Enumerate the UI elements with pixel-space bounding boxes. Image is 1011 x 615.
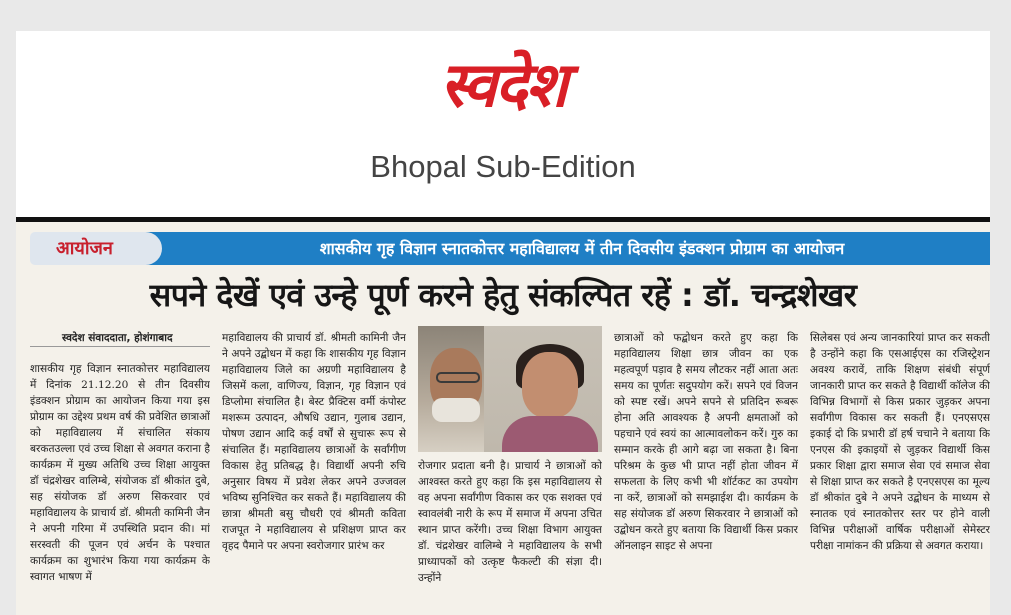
kicker-text: शासकीय गृह विज्ञान स्नातकोत्तर महाविद्यालय में तीन दिवसीय इंडक्शन प्रोग्राम का आयोजन [319,239,845,258]
kicker-tag: आयोजन [30,232,162,265]
article-column-4 [614,330,798,615]
photo-caption-gap [418,452,602,458]
page-card [16,31,990,615]
masthead [16,31,990,219]
face-mask-shape [432,398,480,422]
edition-title: Bhopal Sub-Edition [370,149,636,184]
woman-saree-shape [502,416,598,452]
column-text-4: छात्राओं को फद्बोधन करते हुए कहा कि महाविद्यालय शिक्षा छात्र जीवन का एक महत्वपूर्ण पड़ाव है समय लौटकर नहीं आता अतः समय का पूर्णतः सदुपयोग करें। सपने एवं विजन को स्पष्ट रखें। अपने सपने से प्रतिदिन रूबरू होना अति आवश्यक है अपनी क्षमताओं को पहचाने एवं स्वयं का आत्मावलोकन करें। गुरु का सम्मान करके ही आगे बढ़ा जा सकता है। बिना परिश्रम के कुछ भी प्राप्त नहीं होता जीवन में सफलता के लिए कभी भी शॉर्टकट का उपयोग ना करें, छात्राओं को समझाईश दी। कार्यक्रम के सह संयोजक डॉ अरुण सिकरवार ने छात्राओं को उद्बोधन करते हुए बताया कि विद्यार्थी किस प्रकार ऑनलाइन साइट से अपना [614,332,798,552]
article-column-1 [30,330,210,615]
article-column-5 [810,330,990,615]
column-text-2: महाविद्यालय की प्राचार्य डॉ. श्रीमती कामिनी जैन ने अपने उद्बोधन में कहा कि शासकीय गृह विज्ञान महाविद्यालय जिले का अग्रणी महाविद्यालय है जिसमें कला, वाणिज्य, विज्ञान, गृह विज्ञान एवं डिप्लोमा संचालित है। बेस्ट प्रैक्टिस वर्मी कंपोस्ट मशरूम उत्पादन, औषधि उद्यान, गुलाब उद्यान, पोषण उद्यान आदि कई वर्षों से सुचारू रूप से संचालित हैं। महाविद्यालय छात्राओं के सर्वांगीण विकास हेतु प्रतिबद्ध है। विद्यार्थी अपनी रुचि अनुसार विषय में प्रवेश लेकर अपने उज्जवल भविष्य सुनिश्चित कर सकते हैं। महाविद्यालय की छात्रा श्रीमती बसु चौधरी एवं श्रीमती कविता राजपूत ने महाविद्यालय से प्रशिक्षण प्राप्त कर वृहद पैमाने पर अपना स्वरोजगार प्रारंभ कर [222,332,406,552]
news-clipping [16,222,990,615]
article-headline: सपने देखें एवं उन्हे पूर्ण करने हेतु संकल्पित रहें : डॉ. चन्द्रशेखर [149,276,857,314]
article-photo [418,326,602,452]
column-text-1: शासकीय गृह विज्ञान स्नातकोत्तर महाविद्यालय में दिनांक 21.12.20 से तीन दिवसीय इंडक्शन प्रोग्राम का आयोजन किया गया इस प्रोग्राम का उद्देश्य प्रथम वर्ष की प्रवेशित छात्राओं को महाविद्यालय में संचालित संकाय बरकतउल्ला एवं उच्च शिक्षा से अवगत कराना है कार्यक्रम में मुख्य अतिथि उच्च शिक्षा आयुक्त डॉ चंद्रशेखर वालिम्बे, संयोजक डॉ श्रीकांत दुबे, सह संयोजक डॉ अरुण सिकरवार एवं महाविद्यालय के प्राचार्य डॉ. श्रीमती कामिनी जैन ने अपनी गरिमा में उपस्थिति प्रदान की। मां सरस्वती की पूजन एवं अर्चन के पश्चात कार्यक्रम का शुभारंभ किया गया कार्यक्रम के स्वागत भाषण में [30,363,210,583]
glasses-shape [436,372,480,383]
byline: स्वदेश संवाददाता, होशंगाबाद [30,330,210,347]
woman-portrait [522,352,578,418]
column-text-5: सिलेबस एवं अन्य जानकारियां प्राप्त कर सकती है उन्होंने कहा कि एसआईएस का रजिस्ट्रेशन अवश्य करावें, ताकि शिक्षण संबंधी संपूर्ण जानकारी प्राप्त कर सकते है विद्यार्थी कॉलेज की विभिन्न विभागों से किस प्रकार जुड़कर अपना सर्वांगीण विकास कर सकती हैं। एनएसएस इकाई दो कि प्रभारी डॉ हर्ष चचाने ने बताया कि एनएस की इकाइयों से जुड़कर विद्यार्थी किस प्रकार शिक्षा द्वारा समाज सेवा एवं समाज सेवा से शिक्षा प्राप्त कर सकते है एनएसएस का मूल्य डॉ श्रीकांत दुबे ने अपने उद्बोधन के माध्यम से स्नातक एवं स्नातकोत्तर स्तर पर होने वाली विभिन्न परीक्षाओं वार्षिक परीक्षाओं सेमेस्टर परीक्षा नामांकन की प्रक्रिया से अवगत कराया। [810,332,990,552]
newspaper-logo: स्वदेश [440,48,566,121]
column-text-3: रोजगार प्रदाता बनी है। प्राचार्य ने छात्राओं को आश्वस्त करते हुए कहा कि इस महाविद्यालय से वह अपना सर्वांगीण विकास कर एक सशक्त एवं स्वावलंबी नारी के रूप में समाज में अपना उचित स्थान प्राप्त करेंगी। उच्च शिक्षा विभाग आयुक्त डॉ. चंद्रशेखर वालिम्बे ने महाविद्यालय के सभी प्राध्यापकों को उत्कृष्ट फैकल्टी की संज्ञा दी। उन्होंने [418,460,602,584]
article-column-2 [222,330,406,615]
